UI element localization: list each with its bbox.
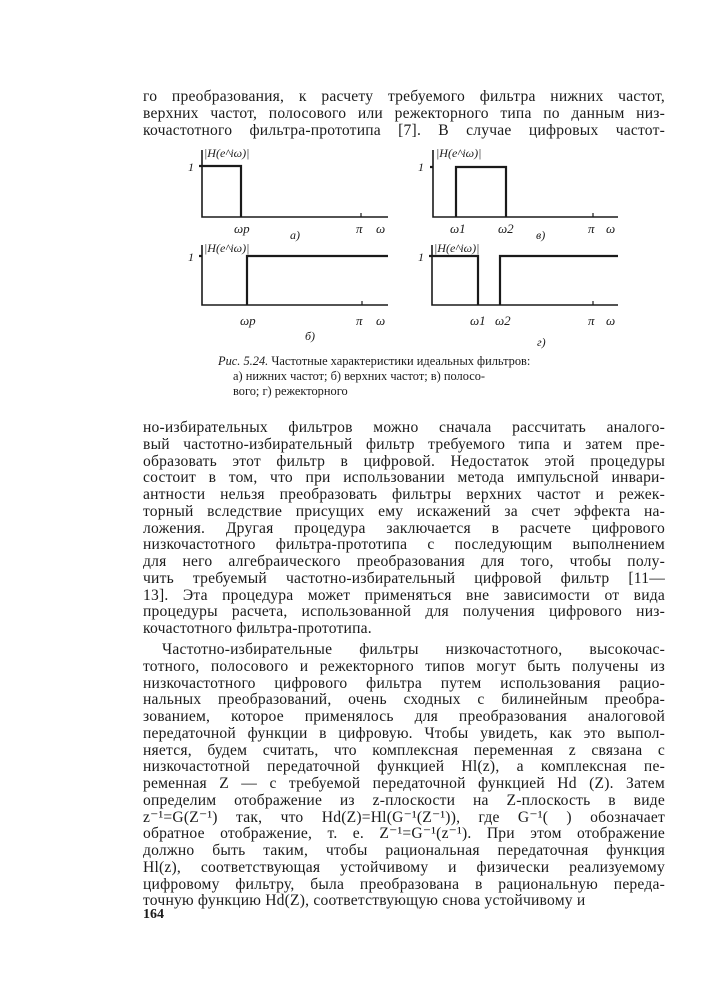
text-line: низкочастотного фильтра-прототипа с последующим выполнением: [143, 536, 665, 554]
text-line: процедуры расчета, использованной для получения цифрового низ-: [143, 603, 665, 621]
svg-text:б): б): [305, 329, 316, 343]
text-line: антности нельзя преобразовать фильтры верхних частот и режек-: [143, 486, 665, 503]
y-axis-label: |H(e^iω)|: [204, 146, 250, 160]
svg-text:а): а): [290, 228, 300, 242]
text-line: тотного, полосового и режекторного типов могут быть получены из: [143, 657, 665, 675]
figure-5-24: [0, 0, 709, 400]
svg-text:ωp: ωp: [240, 313, 256, 328]
panel-v-bandpass: [418, 146, 618, 242]
svg-text:π: π: [356, 221, 363, 236]
svg-text:ω: ω: [376, 221, 386, 236]
text-line: зованием, которое применялось для преобразования аналоговой: [143, 708, 665, 725]
svg-text:|H(e^iω)|: |H(e^iω)|: [434, 241, 480, 255]
text-line: низкочастотной передаточной функцией Hl(z), а комплексная пе-: [143, 758, 665, 776]
text-line: кочастотного фильтра-прототипа [7]. В случае цифровых частот-: [143, 122, 665, 139]
text-line: вый частотно-избирательный фильтр требуемого типа и затем пре-: [143, 435, 665, 453]
svg-text:1: 1: [418, 160, 424, 174]
panel-g-bandstop: [418, 241, 618, 349]
svg-text:ω1: ω1: [450, 221, 466, 236]
svg-text:π: π: [588, 221, 595, 236]
svg-text:|H(e^iω)|: |H(e^iω)|: [436, 146, 482, 160]
svg-text:1: 1: [418, 250, 424, 264]
svg-text:1: 1: [188, 250, 194, 264]
svg-text:ω: ω: [606, 221, 616, 236]
text-line: передаточной функции в цифровую. Чтобы увидеть, как это выпол-: [143, 724, 665, 742]
text-line: низкочастотного цифрового фильтра путем использования рацио-: [143, 674, 665, 692]
text-line: кочастотного фильтра-прототипа.: [143, 620, 372, 637]
svg-text:ω2: ω2: [498, 221, 514, 236]
text-line: нальных преобразований, очень сходных с билинейным преобра-: [143, 691, 665, 709]
svg-text:г): г): [537, 335, 546, 349]
text-line: 13]. Эта процедура может применяться вне зависимости от вида: [143, 586, 665, 604]
text-line: цифровому фильтру, была преобразована в рациональную переда-: [143, 875, 665, 893]
text-line: чить требуемый частотно-избирательный цифровой фильтр [11—: [143, 569, 665, 587]
text-line: торный вследствие присущих ему искажений за счет эффекта на-: [143, 502, 665, 520]
panel-a-lowpass: [188, 146, 388, 242]
text-line: ложения. Другая процедура заключается в расчете цифрового: [143, 519, 665, 537]
text-line: для него алгебраического преобразования для того, чтобы полу-: [143, 553, 665, 570]
text-line: ременная Z — с требуемой передаточной функцией Hd (Z). Затем: [143, 775, 665, 792]
svg-text:|H(e^iω)|: |H(e^iω)|: [204, 241, 250, 255]
svg-text:ωp: ωp: [234, 221, 250, 236]
caption-label: Рис. 5.24.: [218, 354, 269, 368]
svg-text:π: π: [356, 313, 363, 328]
text-line: точную функцию Hd(Z), соответствующую снова устойчивому и: [143, 892, 586, 910]
text-line: определим отображение из z-плоскости на Z-плоскость в виде: [143, 791, 665, 809]
svg-text:1: 1: [188, 160, 194, 174]
svg-text:ω1: ω1: [470, 313, 486, 328]
text-line: но-избирательных фильтров можно сначала рассчитать аналого-: [143, 419, 665, 436]
text-line: состоит в том, что при использовании метода импульсной инвари-: [143, 469, 665, 487]
svg-text:в): в): [536, 228, 546, 242]
text-line: го преобразования, к расчету требуемого фильтра нижних частот,: [143, 88, 665, 105]
text-line: образовать этот фильтр в цифровой. Недостаток этой процедуры: [143, 452, 665, 470]
page-number: 164: [143, 907, 164, 922]
text-line: верхних частот, полосового или режекторного типа по данным низ-: [143, 105, 665, 122]
panel-b-highpass: [188, 241, 388, 343]
svg-text:ω: ω: [606, 313, 616, 328]
svg-text:ω2: ω2: [495, 313, 511, 328]
text-line: Hl(z), соответствующая устойчивому и физически реализуемому: [143, 858, 665, 876]
text-line: z⁻¹=G(Z⁻¹) так, что Hd(Z)=Hl(G⁻¹(Z⁻¹)), где G⁻¹( ) обозначает: [143, 808, 665, 826]
text-line: Частотно-избирательные фильтры низкочастотного, высокочас-: [162, 641, 665, 658]
text-line: обратное отображение, т. е. Z⁻¹=G⁻¹(z⁻¹). При этом отображение: [143, 825, 665, 843]
text-line: няется, будем считать, что комплексная переменная z связана с: [143, 741, 665, 759]
svg-text:π: π: [588, 313, 595, 328]
text-line: должно быть таким, чтобы рациональная передаточная функция: [143, 842, 665, 859]
svg-text:ω: ω: [376, 313, 386, 328]
